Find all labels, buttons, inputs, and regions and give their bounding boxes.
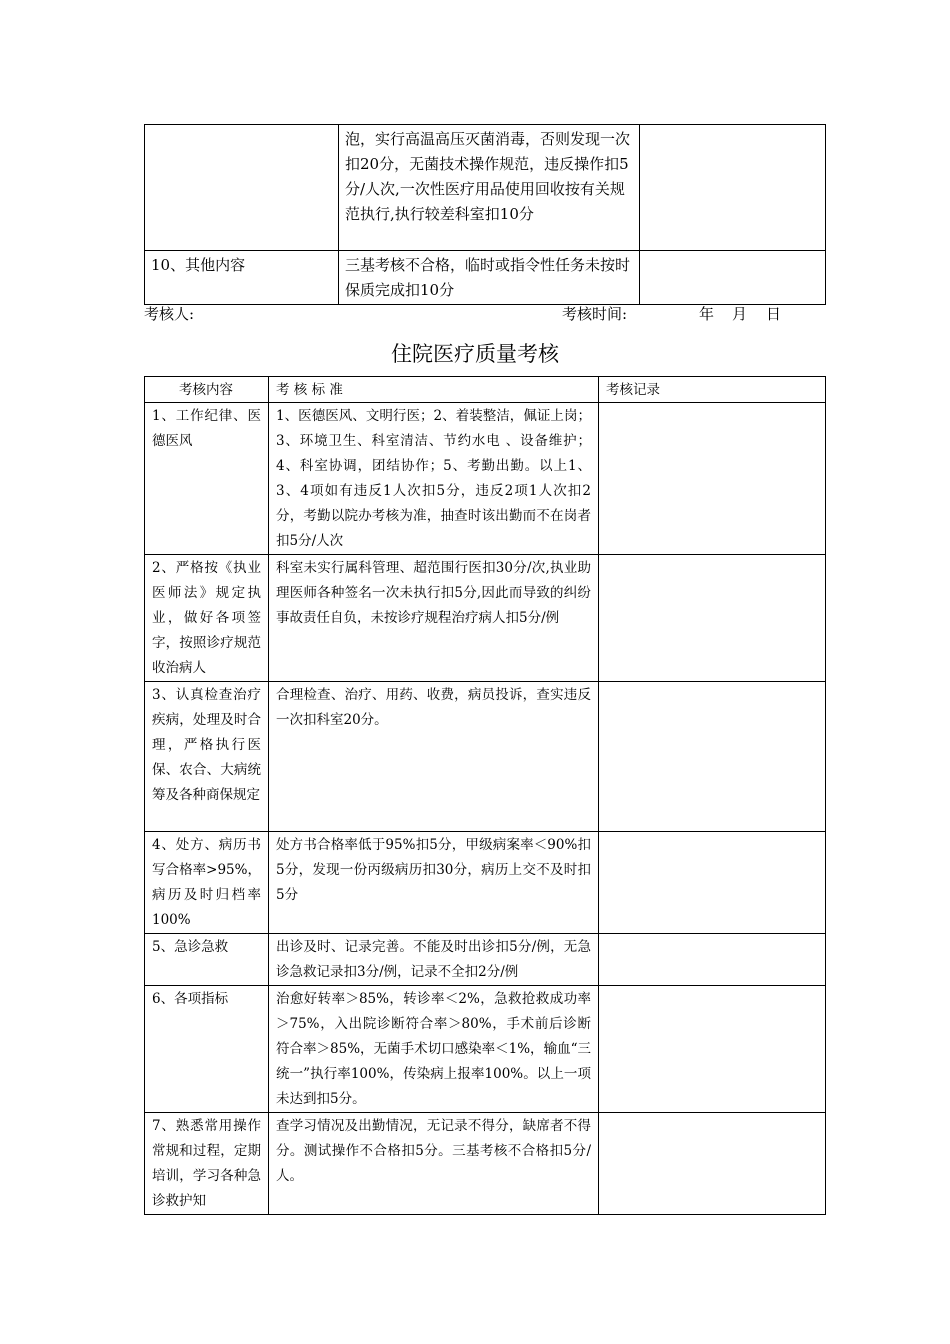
record-cell — [599, 832, 826, 934]
year-label: 年 — [699, 305, 715, 323]
header-record: 考核记录 — [599, 377, 826, 403]
standard-cell: 治愈好转率＞85%，转诊率＜2%，急救抢救成功率＞75%，入出院诊断符合率＞80%，手术前后诊断符合率＞85%，无菌手术切口感染率＜1%，输血“三统一”执行率100%，传染病上报率100%。以上一项未达到扣5分。 — [269, 986, 599, 1113]
item-cell: 6、各项指标 — [145, 986, 269, 1113]
header-item: 考核内容 — [145, 377, 269, 403]
record-cell — [599, 555, 826, 682]
record-cell — [640, 251, 826, 305]
item-cell: 7、熟悉常用操作常规和过程，定期培训，学习各种急诊救护知 — [145, 1113, 269, 1215]
table-row — [145, 403, 826, 555]
section-title: 住院医疗质量考核 — [391, 342, 559, 366]
item-cell: 5、急诊急救 — [145, 934, 269, 986]
table-row — [145, 832, 826, 934]
standard-cell: 1、医德医风、文明行医；2、着装整洁，佩证上岗；3、环境卫生、科室清洁、节约水电 、设备维护；4、科室协调，团结协作；5、考勤出勤。以上1、3、4项如有违反1人次扣5分，违反2项1人次扣2分，考勤以院办考核为准，抽查时该出勤而不在岗者扣5分/人次 — [269, 403, 599, 555]
standard-cell: 合理检查、治疗、用药、收费，病员投诉，查实违反一次扣科室20分。 — [269, 682, 599, 832]
record-cell — [599, 1113, 826, 1215]
header-standard: 考 核 标 准 — [269, 377, 599, 403]
table-row — [145, 125, 826, 251]
assessment-time-label: 考核时间: — [562, 305, 628, 323]
inpatient-quality-table — [144, 376, 826, 1215]
table-row — [145, 986, 826, 1113]
table-header-row — [145, 377, 826, 403]
table-row — [145, 682, 826, 832]
record-cell — [640, 125, 826, 251]
standard-cell: 科室未实行属科管理、超范围行医扣30分/次,执业助理医师各种签名一次未执行扣5分,因此而导致的纠纷事故责任自负，未按诊疗规程治疗病人扣5分/例 — [269, 555, 599, 682]
item-cell: 1、工作纪律、医德医风 — [145, 403, 269, 555]
standard-cell: 处方书合格率低于95%扣5分，甲级病案率＜90%扣5分，发现一份丙级病历扣30分，病历上交不及时扣5分 — [269, 832, 599, 934]
record-cell — [599, 934, 826, 986]
day-label: 日 — [766, 305, 782, 323]
record-cell — [599, 682, 826, 832]
standard-cell: 泡，实行高温高压灭菌消毒，否则发现一次扣20分，无菌技术操作规范，违反操作扣5分/人次,一次性医疗用品使用回收按有关规范执行,执行较差科室扣10分 — [339, 125, 640, 251]
table-row — [145, 251, 826, 305]
table-row — [145, 1113, 826, 1215]
item-cell: 10、其他内容 — [145, 251, 339, 305]
previous-assessment-table — [144, 124, 826, 305]
month-label: 月 — [732, 305, 748, 323]
signature-line — [144, 302, 784, 326]
item-cell: 2、严格按《执业医师法》规定执业，做好各项签字，按照诊疗规范收治病人 — [145, 555, 269, 682]
table-row — [145, 934, 826, 986]
item-cell: 4、处方、病历书写合格率>95%，病历及时归档率100% — [145, 832, 269, 934]
assessor-label: 考核人: — [144, 305, 195, 323]
item-cell: 3、认真检查治疗疾病，处理及时合理，严格执行医保、农合、大病统筹及各种商保规定 — [145, 682, 269, 832]
record-cell — [599, 403, 826, 555]
standard-cell: 查学习情况及出勤情况，无记录不得分，缺席者不得分。测试操作不合格扣5分。三基考核不合格扣5分/人。 — [269, 1113, 599, 1215]
standard-cell: 出诊及时、记录完善。不能及时出诊扣5分/例，无急诊急救记录扣3分/例，记录不全扣2分/例 — [269, 934, 599, 986]
record-cell — [599, 986, 826, 1113]
standard-cell: 三基考核不合格，临时或指令性任务未按时保质完成扣10分 — [339, 251, 640, 305]
item-cell — [145, 125, 339, 251]
table-row — [145, 555, 826, 682]
